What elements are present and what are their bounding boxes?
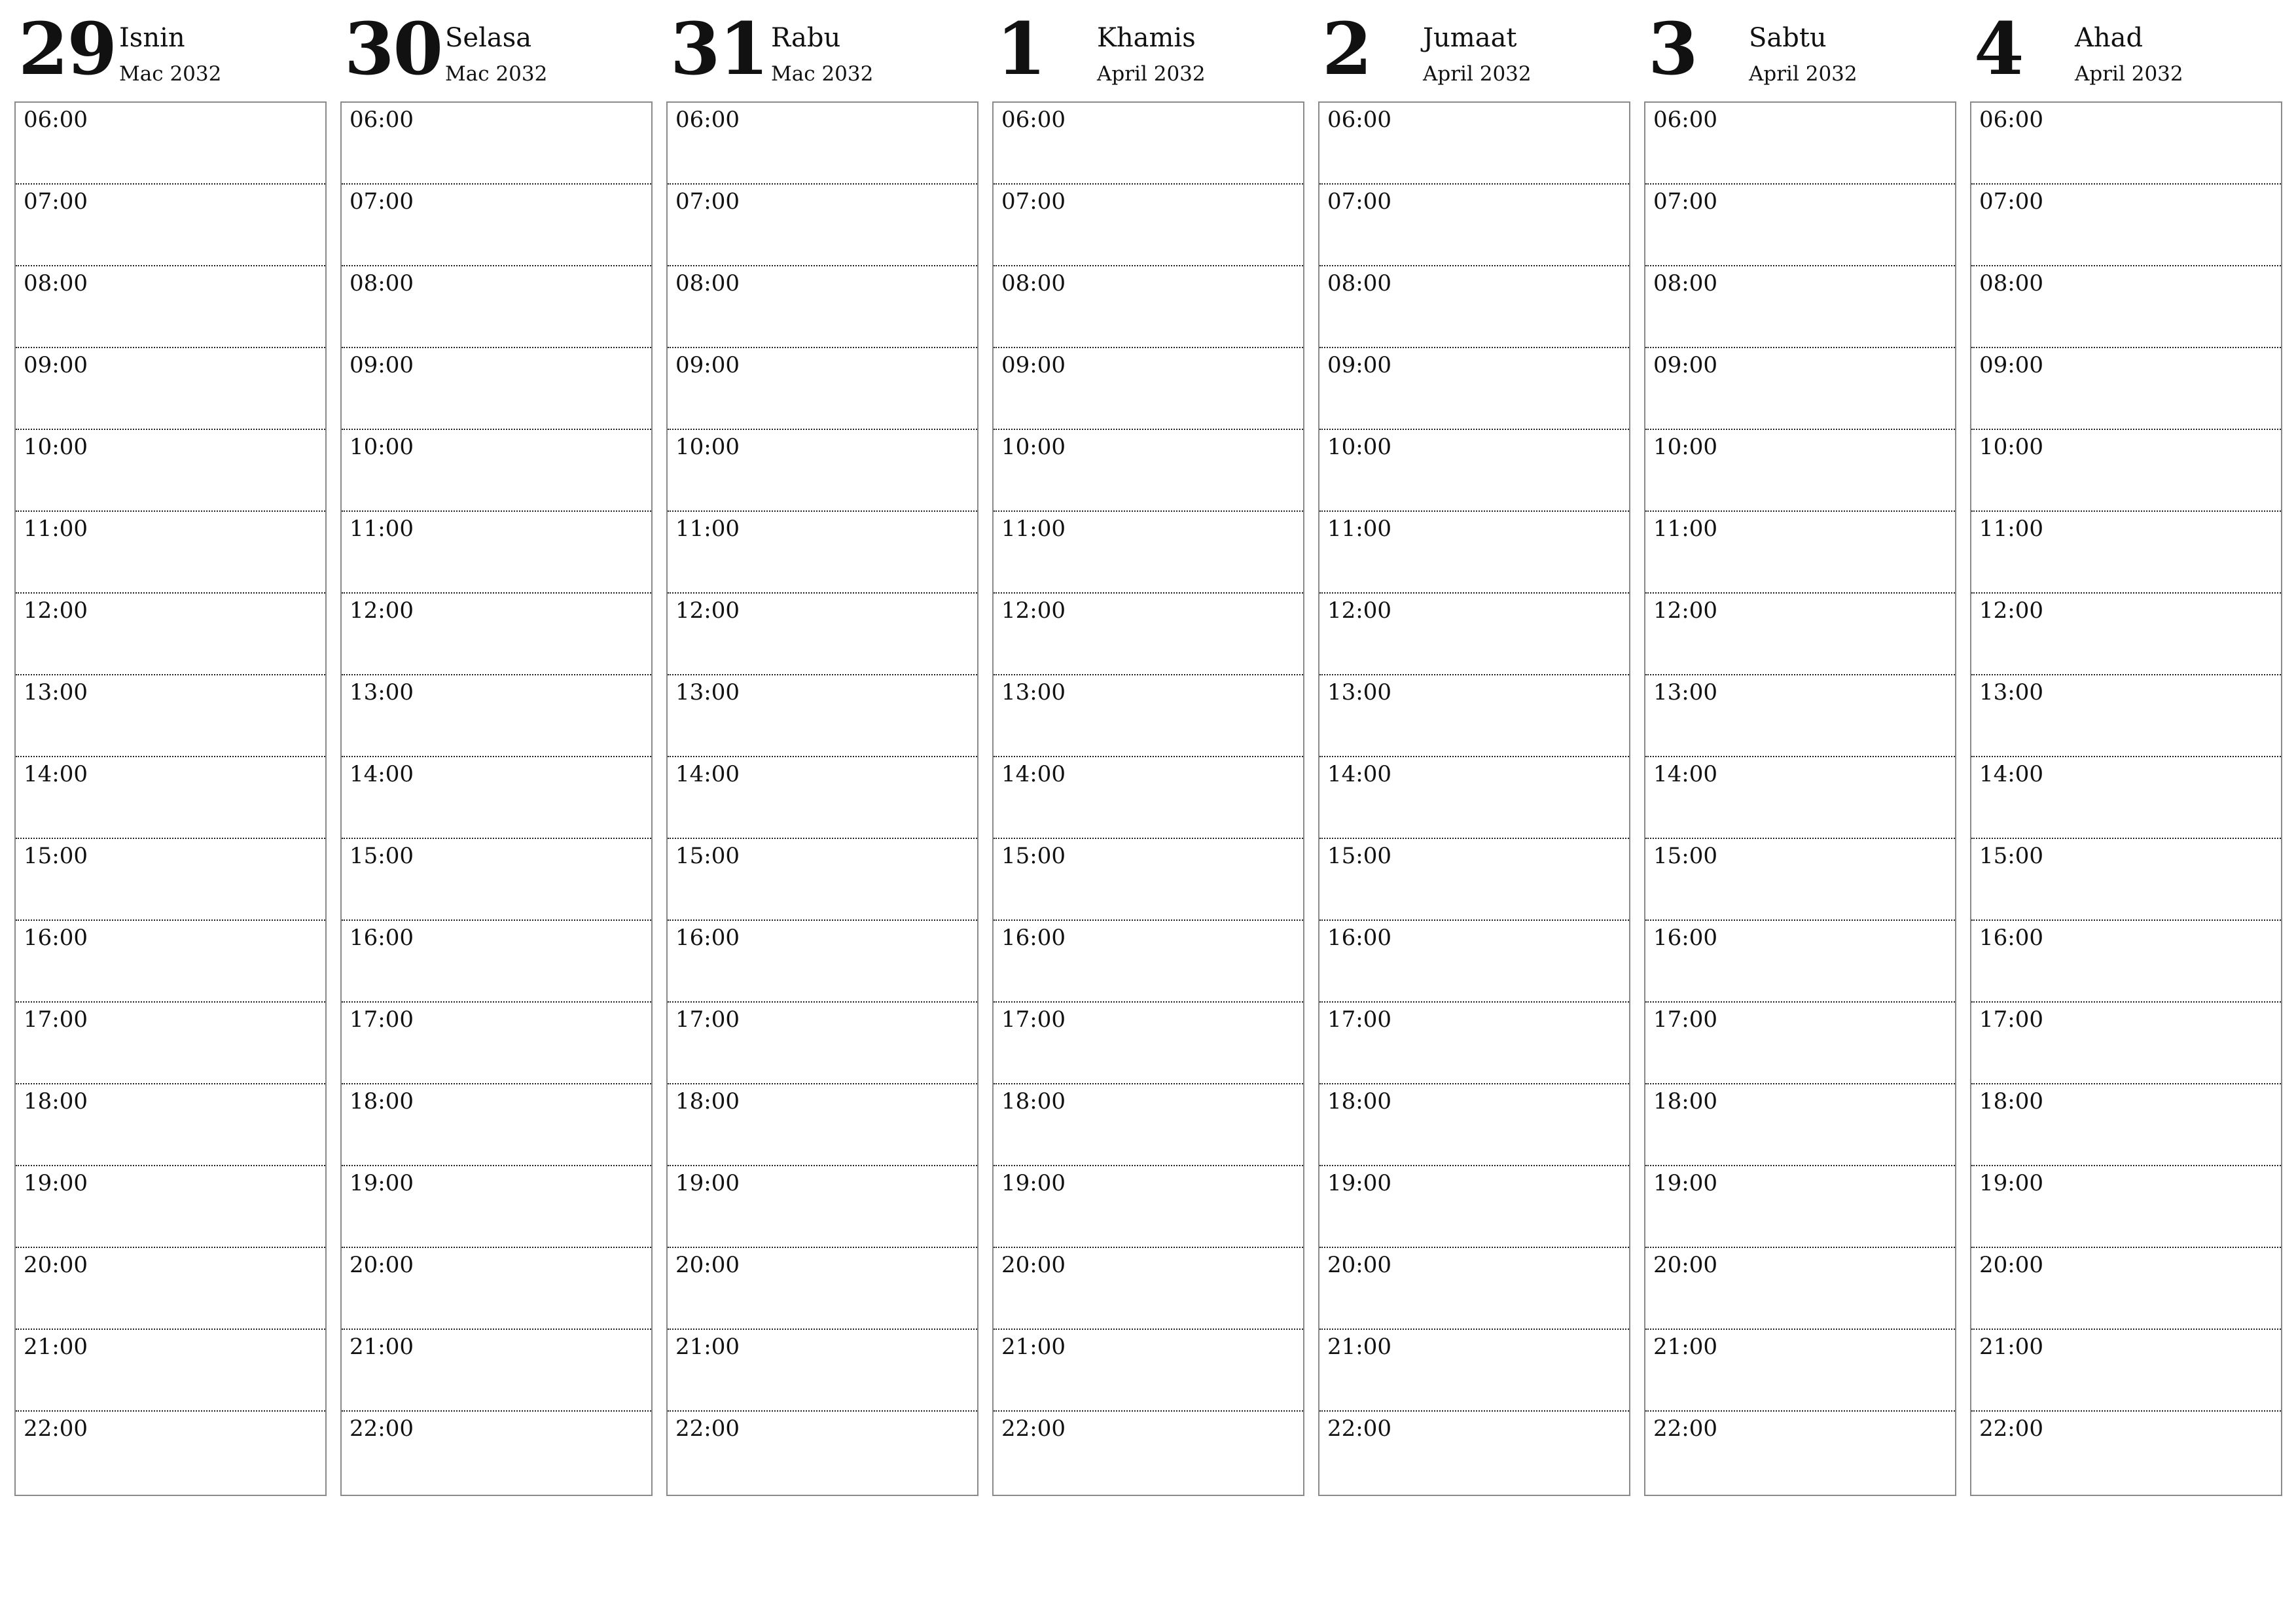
hour-slot[interactable] xyxy=(994,1330,1303,1412)
hour-slot[interactable] xyxy=(1319,757,1629,839)
hour-label: 19:00 xyxy=(1001,1170,1066,1196)
hour-slot[interactable] xyxy=(1645,430,1955,512)
weekday-name: Isnin xyxy=(119,23,185,53)
hour-label: 19:00 xyxy=(1979,1170,2043,1196)
hour-slot[interactable] xyxy=(342,512,651,594)
hour-slot[interactable] xyxy=(342,921,651,1003)
day-number: 4 xyxy=(1974,7,2023,91)
hour-slot[interactable] xyxy=(994,921,1303,1003)
hour-label: 09:00 xyxy=(1979,352,2043,378)
hour-label: 11:00 xyxy=(1979,516,2043,542)
hour-label: 12:00 xyxy=(1653,597,1717,624)
hour-label: 15:00 xyxy=(1979,843,2043,869)
hour-label: 12:00 xyxy=(350,597,414,624)
day-column xyxy=(1970,0,2282,1499)
hour-slot[interactable] xyxy=(1319,430,1629,512)
hour-label: 20:00 xyxy=(24,1252,88,1278)
hour-label: 17:00 xyxy=(1001,1007,1066,1033)
hour-label: 11:00 xyxy=(350,516,414,542)
hour-slot[interactable] xyxy=(1971,1084,2281,1166)
hour-slot[interactable] xyxy=(1645,675,1955,757)
hour-label: 12:00 xyxy=(24,597,88,624)
hour-label: 14:00 xyxy=(1327,761,1391,787)
hour-label: 20:00 xyxy=(350,1252,414,1278)
hour-slot[interactable] xyxy=(1645,103,1955,185)
hour-label: 11:00 xyxy=(24,516,88,542)
hour-label: 15:00 xyxy=(675,843,740,869)
month-year-label: April 2032 xyxy=(1423,62,1532,86)
hour-label: 21:00 xyxy=(1327,1334,1391,1360)
hour-slot[interactable] xyxy=(16,757,325,839)
hour-label: 10:00 xyxy=(1653,434,1717,460)
hour-label: 21:00 xyxy=(675,1334,740,1360)
hour-label: 22:00 xyxy=(1979,1416,2043,1442)
hour-slot[interactable] xyxy=(1319,1084,1629,1166)
hour-slot[interactable] xyxy=(1319,839,1629,921)
hour-slot[interactable] xyxy=(668,1412,977,1493)
hour-label: 16:00 xyxy=(675,925,740,951)
hour-label: 07:00 xyxy=(350,188,414,215)
hour-label: 08:00 xyxy=(350,270,414,296)
hour-label: 18:00 xyxy=(24,1088,88,1115)
hour-slot[interactable] xyxy=(342,348,651,430)
day-header xyxy=(1970,0,2282,101)
hour-label: 17:00 xyxy=(24,1007,88,1033)
hour-slot[interactable] xyxy=(994,348,1303,430)
hour-label: 13:00 xyxy=(1979,679,2043,705)
hour-label: 07:00 xyxy=(1001,188,1066,215)
hour-slot[interactable] xyxy=(16,1166,325,1248)
hour-slot[interactable] xyxy=(1645,594,1955,675)
day-header xyxy=(340,0,653,101)
hour-label: 21:00 xyxy=(1653,1334,1717,1360)
hour-slot[interactable] xyxy=(16,348,325,430)
hour-slot[interactable] xyxy=(16,1003,325,1084)
hour-label: 22:00 xyxy=(1327,1416,1391,1442)
hour-label: 21:00 xyxy=(350,1334,414,1360)
hour-label: 22:00 xyxy=(350,1416,414,1442)
weekday-name: Rabu xyxy=(771,23,841,53)
hour-label: 08:00 xyxy=(1653,270,1717,296)
hour-slot[interactable] xyxy=(1645,1084,1955,1166)
hour-slot[interactable] xyxy=(342,757,651,839)
hour-label: 06:00 xyxy=(1001,107,1066,133)
month-year-label: April 2032 xyxy=(2075,62,2183,86)
hour-slot[interactable] xyxy=(1645,1166,1955,1248)
hour-slot[interactable] xyxy=(994,1412,1303,1493)
hour-label: 21:00 xyxy=(24,1334,88,1360)
hour-label: 15:00 xyxy=(1653,843,1717,869)
hour-label: 07:00 xyxy=(1653,188,1717,215)
hour-slot[interactable] xyxy=(1319,512,1629,594)
hour-slot[interactable] xyxy=(994,757,1303,839)
hour-label: 10:00 xyxy=(675,434,740,460)
hour-slot[interactable] xyxy=(342,839,651,921)
hour-slot[interactable] xyxy=(1319,1248,1629,1330)
hour-label: 08:00 xyxy=(1327,270,1391,296)
hour-slot[interactable] xyxy=(668,1084,977,1166)
hour-slot[interactable] xyxy=(342,594,651,675)
weekday-name: Sabtu xyxy=(1749,23,1827,53)
hour-slot[interactable] xyxy=(342,675,651,757)
hour-label: 19:00 xyxy=(675,1170,740,1196)
hour-label: 22:00 xyxy=(1653,1416,1717,1442)
hour-slot[interactable] xyxy=(16,185,325,266)
hour-label: 14:00 xyxy=(1001,761,1066,787)
hour-label: 18:00 xyxy=(1653,1088,1717,1115)
hour-label: 21:00 xyxy=(1979,1334,2043,1360)
hour-label: 19:00 xyxy=(1327,1170,1391,1196)
hour-label: 18:00 xyxy=(1327,1088,1391,1115)
month-year-label: April 2032 xyxy=(1749,62,1857,86)
hour-label: 14:00 xyxy=(350,761,414,787)
month-year-label: Mac 2032 xyxy=(119,62,222,86)
hour-label: 16:00 xyxy=(1653,925,1717,951)
hour-label: 14:00 xyxy=(1979,761,2043,787)
hour-slot-box xyxy=(1318,101,1630,1496)
hour-label: 13:00 xyxy=(1653,679,1717,705)
hour-label: 17:00 xyxy=(1979,1007,2043,1033)
hour-slot[interactable] xyxy=(994,839,1303,921)
hour-label: 22:00 xyxy=(1001,1416,1066,1442)
hour-slot[interactable] xyxy=(342,1166,651,1248)
hour-slot[interactable] xyxy=(342,266,651,348)
hour-slot[interactable] xyxy=(1645,921,1955,1003)
day-number: 30 xyxy=(344,7,442,91)
hour-slot[interactable] xyxy=(1971,185,2281,266)
hour-label: 11:00 xyxy=(1001,516,1066,542)
hour-label: 12:00 xyxy=(675,597,740,624)
hour-slot[interactable] xyxy=(1645,1003,1955,1084)
weekday-name: Selasa xyxy=(445,23,532,53)
hour-label: 22:00 xyxy=(24,1416,88,1442)
month-year-label: Mac 2032 xyxy=(445,62,548,86)
hour-slot[interactable] xyxy=(994,103,1303,185)
hour-slot[interactable] xyxy=(668,266,977,348)
hour-label: 14:00 xyxy=(1653,761,1717,787)
hour-slot-box xyxy=(340,101,653,1496)
hour-label: 21:00 xyxy=(1001,1334,1066,1360)
hour-slot[interactable] xyxy=(342,1084,651,1166)
hour-label: 13:00 xyxy=(350,679,414,705)
hour-label: 09:00 xyxy=(675,352,740,378)
hour-slot[interactable] xyxy=(1971,839,2281,921)
day-number: 3 xyxy=(1648,7,1697,91)
hour-label: 06:00 xyxy=(1653,107,1717,133)
hour-label: 09:00 xyxy=(24,352,88,378)
hour-slot-box xyxy=(992,101,1304,1496)
hour-slot[interactable] xyxy=(668,430,977,512)
hour-slot[interactable] xyxy=(1319,348,1629,430)
hour-label: 20:00 xyxy=(675,1252,740,1278)
hour-label: 06:00 xyxy=(1979,107,2043,133)
hour-slot[interactable] xyxy=(994,675,1303,757)
hour-label: 19:00 xyxy=(350,1170,414,1196)
hour-slot[interactable] xyxy=(1319,185,1629,266)
hour-slot[interactable] xyxy=(994,1003,1303,1084)
hour-label: 22:00 xyxy=(675,1416,740,1442)
hour-label: 19:00 xyxy=(1653,1170,1717,1196)
hour-label: 08:00 xyxy=(1001,270,1066,296)
hour-slot[interactable] xyxy=(1971,1412,2281,1493)
hour-slot[interactable] xyxy=(668,185,977,266)
hour-label: 13:00 xyxy=(1327,679,1391,705)
hour-label: 20:00 xyxy=(1001,1252,1066,1278)
hour-label: 12:00 xyxy=(1327,597,1391,624)
hour-label: 10:00 xyxy=(1979,434,2043,460)
hour-slot[interactable] xyxy=(1645,1412,1955,1493)
hour-slot[interactable] xyxy=(668,921,977,1003)
hour-slot[interactable] xyxy=(16,1412,325,1493)
hour-label: 06:00 xyxy=(350,107,414,133)
hour-label: 07:00 xyxy=(1979,188,2043,215)
hour-slot[interactable] xyxy=(342,1003,651,1084)
day-header xyxy=(1318,0,1630,101)
hour-slot-box xyxy=(666,101,978,1496)
hour-slot[interactable] xyxy=(994,185,1303,266)
hour-slot[interactable] xyxy=(342,103,651,185)
hour-slot[interactable] xyxy=(1319,1166,1629,1248)
hour-label: 13:00 xyxy=(1001,679,1066,705)
hour-label: 16:00 xyxy=(1001,925,1066,951)
hour-label: 16:00 xyxy=(1979,925,2043,951)
weekday-name: Jumaat xyxy=(1423,23,1517,53)
hour-slot[interactable] xyxy=(668,1166,977,1248)
hour-label: 17:00 xyxy=(1327,1007,1391,1033)
weekday-name: Ahad xyxy=(2075,23,2144,53)
hour-label: 18:00 xyxy=(675,1088,740,1115)
hour-slot[interactable] xyxy=(1971,266,2281,348)
hour-label: 07:00 xyxy=(24,188,88,215)
hour-slot[interactable] xyxy=(16,1248,325,1330)
hour-slot[interactable] xyxy=(1971,675,2281,757)
hour-label: 08:00 xyxy=(675,270,740,296)
hour-slot[interactable] xyxy=(1971,1330,2281,1412)
hour-label: 18:00 xyxy=(1001,1088,1066,1115)
hour-slot[interactable] xyxy=(668,675,977,757)
hour-label: 11:00 xyxy=(675,516,740,542)
hour-label: 11:00 xyxy=(1327,516,1391,542)
day-number: 31 xyxy=(670,7,768,91)
hour-slot[interactable] xyxy=(1971,594,2281,675)
hour-label: 15:00 xyxy=(1327,843,1391,869)
hour-slot[interactable] xyxy=(668,512,977,594)
hour-slot[interactable] xyxy=(668,348,977,430)
hour-label: 06:00 xyxy=(675,107,740,133)
hour-slot[interactable] xyxy=(1319,103,1629,185)
hour-slot[interactable] xyxy=(668,594,977,675)
hour-label: 09:00 xyxy=(1327,352,1391,378)
hour-label: 12:00 xyxy=(1979,597,2043,624)
hour-label: 13:00 xyxy=(24,679,88,705)
day-column xyxy=(1318,0,1630,1499)
hour-slot[interactable] xyxy=(1319,1412,1629,1493)
day-number: 2 xyxy=(1322,7,1371,91)
hour-slot[interactable] xyxy=(1645,1248,1955,1330)
hour-slot[interactable] xyxy=(668,839,977,921)
hour-slot[interactable] xyxy=(994,430,1303,512)
hour-slot[interactable] xyxy=(1645,757,1955,839)
day-column xyxy=(1644,0,1956,1499)
hour-label: 08:00 xyxy=(1979,270,2043,296)
hour-slot[interactable] xyxy=(1319,266,1629,348)
hour-label: 15:00 xyxy=(350,843,414,869)
day-header xyxy=(666,0,978,101)
hour-slot[interactable] xyxy=(1645,266,1955,348)
hour-slot[interactable] xyxy=(1319,921,1629,1003)
hour-label: 16:00 xyxy=(350,925,414,951)
hour-slot[interactable] xyxy=(342,185,651,266)
month-year-label: April 2032 xyxy=(1097,62,1206,86)
hour-label: 15:00 xyxy=(24,843,88,869)
hour-label: 10:00 xyxy=(24,434,88,460)
hour-label: 15:00 xyxy=(1001,843,1066,869)
hour-slot[interactable] xyxy=(16,675,325,757)
hour-slot[interactable] xyxy=(1645,512,1955,594)
hour-slot[interactable] xyxy=(994,594,1303,675)
day-header xyxy=(992,0,1304,101)
hour-slot[interactable] xyxy=(16,839,325,921)
hour-slot[interactable] xyxy=(1971,348,2281,430)
hour-slot-box xyxy=(14,101,327,1496)
hour-slot[interactable] xyxy=(1645,1330,1955,1412)
hour-slot[interactable] xyxy=(16,1084,325,1166)
hour-label: 18:00 xyxy=(350,1088,414,1115)
day-number: 1 xyxy=(996,7,1045,91)
hour-slot[interactable] xyxy=(1971,103,2281,185)
hour-slot[interactable] xyxy=(1971,757,2281,839)
hour-slot[interactable] xyxy=(668,103,977,185)
hour-slot[interactable] xyxy=(994,266,1303,348)
hour-label: 20:00 xyxy=(1327,1252,1391,1278)
hour-label: 10:00 xyxy=(1001,434,1066,460)
hour-label: 09:00 xyxy=(350,352,414,378)
hour-label: 08:00 xyxy=(24,270,88,296)
hour-slot[interactable] xyxy=(1645,185,1955,266)
hour-slot[interactable] xyxy=(342,1330,651,1412)
hour-label: 10:00 xyxy=(350,434,414,460)
hour-slot[interactable] xyxy=(342,430,651,512)
month-year-label: Mac 2032 xyxy=(771,62,874,86)
day-number: 29 xyxy=(18,7,117,91)
hour-slot[interactable] xyxy=(342,1248,651,1330)
hour-slot[interactable] xyxy=(1971,1003,2281,1084)
hour-slot[interactable] xyxy=(668,1248,977,1330)
hour-label: 17:00 xyxy=(1653,1007,1717,1033)
hour-slot[interactable] xyxy=(16,594,325,675)
hour-label: 14:00 xyxy=(675,761,740,787)
hour-slot[interactable] xyxy=(1971,430,2281,512)
hour-label: 06:00 xyxy=(24,107,88,133)
hour-label: 19:00 xyxy=(24,1170,88,1196)
hour-label: 13:00 xyxy=(675,679,740,705)
hour-slot[interactable] xyxy=(1971,512,2281,594)
hour-slot-box xyxy=(1970,101,2282,1496)
hour-label: 16:00 xyxy=(1327,925,1391,951)
hour-label: 10:00 xyxy=(1327,434,1391,460)
hour-slot[interactable] xyxy=(16,512,325,594)
hour-label: 11:00 xyxy=(1653,516,1717,542)
hour-slot[interactable] xyxy=(994,1084,1303,1166)
day-column xyxy=(340,0,653,1499)
hour-label: 09:00 xyxy=(1001,352,1066,378)
hour-slot[interactable] xyxy=(1319,675,1629,757)
hour-slot[interactable] xyxy=(994,512,1303,594)
weekday-name: Khamis xyxy=(1097,23,1196,53)
hour-label: 18:00 xyxy=(1979,1088,2043,1115)
hour-slot[interactable] xyxy=(1971,1248,2281,1330)
hour-slot[interactable] xyxy=(16,430,325,512)
hour-slot[interactable] xyxy=(668,757,977,839)
hour-slot[interactable] xyxy=(1971,1166,2281,1248)
hour-slot[interactable] xyxy=(1645,348,1955,430)
day-header xyxy=(14,0,327,101)
hour-label: 17:00 xyxy=(675,1007,740,1033)
hour-label: 14:00 xyxy=(24,761,88,787)
hour-label: 09:00 xyxy=(1653,352,1717,378)
day-column xyxy=(14,0,327,1499)
hour-slot[interactable] xyxy=(1319,1330,1629,1412)
hour-slot[interactable] xyxy=(668,1330,977,1412)
hour-slot[interactable] xyxy=(1645,839,1955,921)
hour-slot[interactable] xyxy=(994,1166,1303,1248)
hour-label: 07:00 xyxy=(675,188,740,215)
hour-slot[interactable] xyxy=(1319,594,1629,675)
day-column xyxy=(992,0,1304,1499)
day-header xyxy=(1644,0,1956,101)
hour-slot[interactable] xyxy=(668,1003,977,1084)
hour-slot[interactable] xyxy=(16,921,325,1003)
hour-slot[interactable] xyxy=(342,1412,651,1493)
day-column xyxy=(666,0,978,1499)
hour-slot[interactable] xyxy=(1971,921,2281,1003)
hour-slot[interactable] xyxy=(16,103,325,185)
hour-slot[interactable] xyxy=(994,1248,1303,1330)
hour-slot-box xyxy=(1644,101,1956,1496)
hour-label: 20:00 xyxy=(1979,1252,2043,1278)
hour-label: 06:00 xyxy=(1327,107,1391,133)
hour-label: 12:00 xyxy=(1001,597,1066,624)
week-grid xyxy=(14,0,2283,1499)
hour-label: 16:00 xyxy=(24,925,88,951)
hour-label: 17:00 xyxy=(350,1007,414,1033)
hour-slot[interactable] xyxy=(16,266,325,348)
hour-label: 20:00 xyxy=(1653,1252,1717,1278)
hour-label: 07:00 xyxy=(1327,188,1391,215)
hour-slot[interactable] xyxy=(16,1330,325,1412)
hour-slot[interactable] xyxy=(1319,1003,1629,1084)
